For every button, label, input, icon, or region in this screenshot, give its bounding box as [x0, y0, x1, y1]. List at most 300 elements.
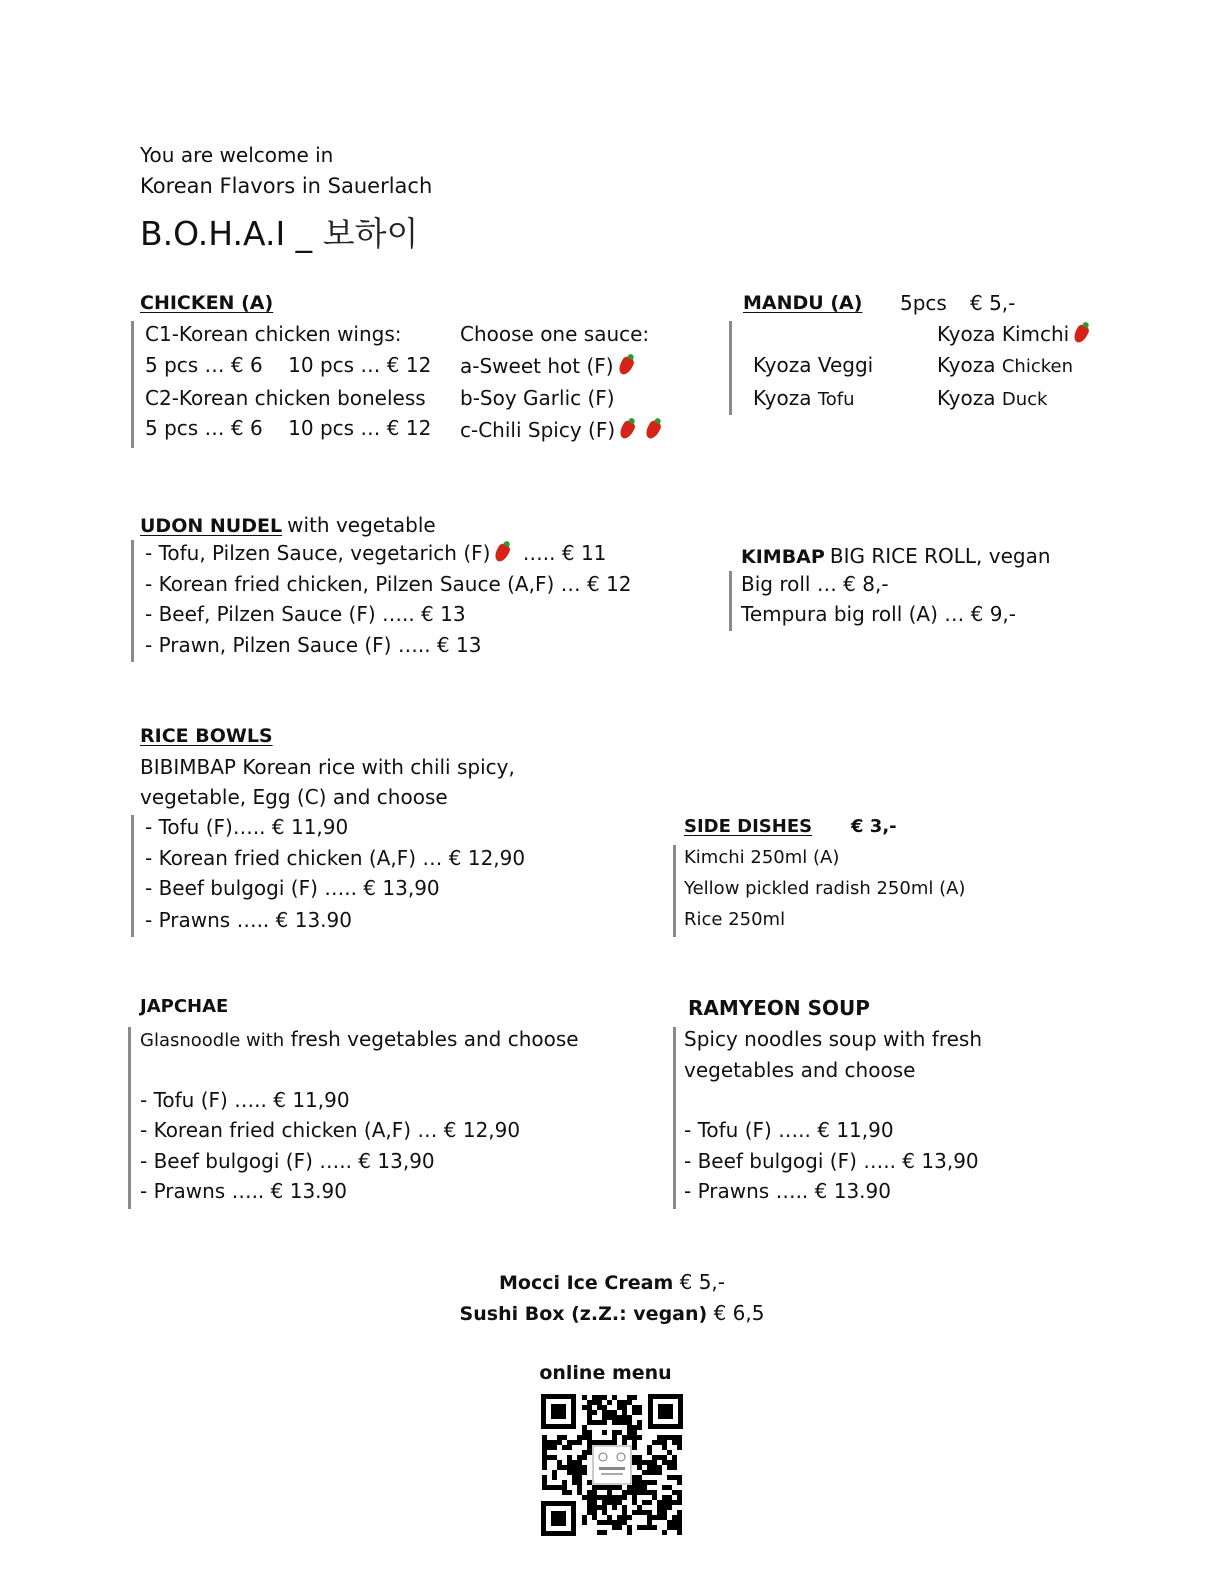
qr-module: [602, 1505, 607, 1510]
qr-module: [632, 1435, 637, 1440]
qr-module: [557, 1435, 562, 1440]
qr-module: [577, 1470, 582, 1475]
qr-module: [587, 1495, 592, 1500]
qr-module: [577, 1475, 582, 1480]
mandu-chicken: [937, 350, 1073, 382]
rice-bowls-item-1: - Tofu (F)….. € 11,90: [145, 815, 349, 839]
online-menu-label: online menu: [539, 1362, 672, 1384]
sauce-c-label: c-Chili Spicy (F): [460, 418, 616, 442]
qr-module: [652, 1465, 657, 1470]
rice-bowls-item-4: - Prawns ….. € 13.90: [145, 908, 352, 932]
rice-bowls-desc-2: vegetable, Egg (C) and choose: [140, 785, 448, 809]
qr-module: [587, 1490, 592, 1495]
mandu-tofu: [753, 383, 855, 415]
udon-item-1: [145, 538, 606, 569]
qr-module: [562, 1485, 567, 1490]
qr-module: [637, 1485, 642, 1490]
qr-module: [662, 1510, 667, 1515]
udon-item-1-price: ….. € 11: [522, 541, 607, 565]
qr-module: [572, 1475, 577, 1480]
sushi-name: Sushi Box (z.Z.: vegan): [459, 1303, 708, 1325]
qr-module: [627, 1430, 632, 1435]
qr-module: [587, 1400, 592, 1405]
qr-module: [677, 1515, 682, 1520]
ramyeon-heading: RAMYEON SOUP: [688, 996, 870, 1020]
qr-module: [592, 1490, 597, 1495]
qr-module: [602, 1405, 607, 1410]
mandu-heading: MANDU (A): [743, 292, 863, 314]
qr-module: [542, 1480, 547, 1485]
qr-module: [552, 1455, 557, 1460]
qr-module: [567, 1465, 572, 1470]
qr-module: [627, 1425, 632, 1430]
qr-module: [567, 1440, 572, 1445]
qr-module: [567, 1455, 572, 1460]
mocci-price: € 5,-: [679, 1270, 725, 1294]
qr-module: [637, 1435, 642, 1440]
qr-module: [567, 1490, 572, 1495]
qr-module: [657, 1440, 662, 1445]
qr-module: [597, 1505, 602, 1510]
qr-module: [627, 1435, 632, 1440]
qr-module: [617, 1520, 622, 1525]
qr-module: [562, 1480, 567, 1485]
qr-module: [612, 1500, 617, 1505]
qr-module: [672, 1500, 677, 1505]
qr-module: [577, 1440, 582, 1445]
qr-module: [602, 1510, 607, 1515]
qr-module: [627, 1530, 632, 1535]
udon-item-1-label: - Tofu, Pilzen Sauce, vegetarich (F): [145, 541, 491, 565]
qr-module: [592, 1440, 597, 1445]
qr-module: [597, 1485, 602, 1490]
qr-module: [627, 1515, 632, 1520]
qr-module: [637, 1475, 642, 1480]
qr-module: [667, 1475, 672, 1480]
qr-finder-top-left: [541, 1394, 576, 1429]
qr-module: [637, 1455, 642, 1460]
qr-module: [672, 1490, 677, 1495]
qr-module: [637, 1425, 642, 1430]
qr-module: [622, 1440, 627, 1445]
chicken-c1: C1-Korean chicken wings:: [145, 322, 402, 346]
qr-module: [632, 1460, 637, 1465]
chili-pepper-icon: [616, 355, 635, 377]
qr-module: [617, 1495, 622, 1500]
mandu-duck: [937, 383, 1047, 415]
qr-module: [632, 1440, 637, 1445]
qr-module: [602, 1420, 607, 1425]
qr-module: [587, 1450, 592, 1455]
qr-module: [557, 1485, 562, 1490]
side-dishes-heading: SIDE DISHES: [684, 816, 813, 837]
qr-module: [677, 1480, 682, 1485]
qr-module: [627, 1400, 632, 1405]
qr-module: [622, 1400, 627, 1405]
qr-module: [627, 1395, 632, 1400]
qr-module: [662, 1515, 667, 1520]
qr-module: [567, 1460, 572, 1465]
qr-module: [662, 1440, 667, 1445]
qr-module: [632, 1430, 637, 1435]
tagline: Korean Flavors in Sauerlach: [140, 174, 433, 198]
qr-module: [547, 1455, 552, 1460]
udon-title: UDON NUDEL: [140, 515, 283, 537]
qr-module: [572, 1480, 577, 1485]
side-dishes-bar: [673, 845, 676, 937]
chili-pepper-icon: [618, 419, 637, 441]
qr-module: [642, 1470, 647, 1475]
qr-module: [662, 1530, 667, 1535]
qr-module: [612, 1525, 617, 1530]
qr-module: [542, 1485, 547, 1490]
brand-korean: 보하이: [322, 214, 419, 253]
qr-module: [637, 1465, 642, 1470]
qr-module: [642, 1525, 647, 1530]
japchae-desc: [140, 1024, 579, 1056]
qr-module: [597, 1520, 602, 1525]
qr-module: [597, 1530, 602, 1535]
qr-module: [632, 1395, 637, 1400]
qr-center-logo: [593, 1446, 631, 1484]
qr-module: [582, 1465, 587, 1470]
qr-module: [607, 1490, 612, 1495]
ramyeon-desc-2: vegetables and choose: [684, 1058, 916, 1082]
ramyeon-item-3: - Prawns ….. € 13.90: [684, 1179, 891, 1203]
qr-module: [642, 1510, 647, 1515]
japchae-desc-b: fresh vegetables and choose: [290, 1027, 579, 1051]
qr-module: [617, 1485, 622, 1490]
qr-module: [582, 1435, 587, 1440]
qr-module: [562, 1435, 567, 1440]
qr-module: [632, 1480, 637, 1485]
qr-module: [617, 1400, 622, 1405]
qr-module: [657, 1515, 662, 1520]
qr-module: [647, 1465, 652, 1470]
qr-module: [597, 1420, 602, 1425]
qr-module: [542, 1445, 547, 1450]
qr-module: [647, 1445, 652, 1450]
qr-module: [647, 1510, 652, 1515]
qr-module: [612, 1505, 617, 1510]
qr-module: [617, 1420, 622, 1425]
qr-module: [567, 1470, 572, 1475]
mandu-duck-word: Duck: [1001, 389, 1048, 410]
ramyeon-bar: [673, 1027, 676, 1209]
chili-pepper-icon: [644, 419, 663, 441]
qr-module: [542, 1475, 547, 1480]
qr-module: [612, 1415, 617, 1420]
qr-module: [572, 1440, 577, 1445]
qr-module: [672, 1460, 677, 1465]
side-dish-3: Rice 250ml: [684, 909, 786, 930]
qr-module: [672, 1515, 677, 1520]
japchae-bar: [128, 1027, 131, 1209]
qr-module: [612, 1410, 617, 1415]
qr-module: [582, 1455, 587, 1460]
kimbap-item-1: Big roll … € 8,-: [741, 572, 889, 596]
brand-title: [140, 208, 418, 255]
ramyeon-item-2: - Beef bulgogi (F) ….. € 13,90: [684, 1149, 979, 1173]
qr-module: [627, 1420, 632, 1425]
qr-module: [592, 1485, 597, 1490]
qr-module: [647, 1460, 652, 1465]
kimbap-item-2: Tempura big roll (A) … € 9,-: [741, 602, 1016, 626]
qr-module: [617, 1500, 622, 1505]
qr-module: [587, 1410, 592, 1415]
qr-module: [557, 1465, 562, 1470]
qr-module: [602, 1430, 607, 1435]
qr-module: [662, 1460, 667, 1465]
qr-module: [652, 1440, 657, 1445]
qr-module: [602, 1395, 607, 1400]
mandu-kimchi-label: Kyoza Kimchi: [937, 322, 1070, 346]
qr-module: [562, 1465, 567, 1470]
qr-module: [677, 1475, 682, 1480]
qr-module: [637, 1480, 642, 1485]
qr-module: [612, 1520, 617, 1525]
qr-module: [592, 1395, 597, 1400]
japchae-item-4: - Prawns ….. € 13.90: [140, 1179, 347, 1203]
qr-module: [562, 1490, 567, 1495]
qr-module: [647, 1480, 652, 1485]
qr-module: [632, 1405, 637, 1410]
qr-module: [542, 1465, 547, 1470]
qr-module: [677, 1500, 682, 1505]
qr-module: [617, 1515, 622, 1520]
qr-module: [587, 1435, 592, 1440]
qr-module: [607, 1410, 612, 1415]
qr-module: [572, 1470, 577, 1475]
qr-module: [622, 1435, 627, 1440]
rice-bowls-bar: [131, 815, 134, 937]
qr-module: [652, 1470, 657, 1475]
qr-module: [542, 1455, 547, 1460]
kimbap-bar: [729, 571, 732, 631]
qr-module: [557, 1440, 562, 1445]
qr-module: [637, 1490, 642, 1495]
qr-module: [632, 1490, 637, 1495]
qr-module: [587, 1430, 592, 1435]
kimbap-title: KIMBAP: [741, 546, 825, 568]
qr-module: [562, 1445, 567, 1450]
sauce-a: [460, 351, 632, 382]
qr-module: [632, 1485, 637, 1490]
qr-module: [632, 1410, 637, 1415]
qr-module: [622, 1490, 627, 1495]
chili-pepper-icon: [493, 542, 512, 564]
qr-module: [652, 1480, 657, 1485]
qr-module: [632, 1495, 637, 1500]
qr-module: [622, 1520, 627, 1525]
qr-module: [617, 1430, 622, 1435]
qr-module: [587, 1420, 592, 1425]
qr-module: [612, 1395, 617, 1400]
qr-module: [542, 1460, 547, 1465]
qr-module: [647, 1525, 652, 1530]
qr-module: [662, 1455, 667, 1460]
qr-module: [642, 1490, 647, 1495]
qr-module: [672, 1475, 677, 1480]
qr-module: [572, 1465, 577, 1470]
rice-bowls-heading: RICE BOWLS: [140, 725, 273, 747]
qr-module: [632, 1510, 637, 1515]
qr-module: [667, 1485, 672, 1490]
side-dishes-price: € 3,-: [851, 816, 897, 837]
qr-module: [582, 1470, 587, 1475]
brand-latin: B.O.H.A.I _: [140, 214, 313, 253]
udon-heading: [140, 510, 436, 541]
chicken-c2-prices: 5 pcs … € 6 10 pcs … € 12: [145, 416, 432, 440]
qr-module: [662, 1505, 667, 1510]
rice-bowls-item-3: - Beef bulgogi (F) ….. € 13,90: [145, 876, 440, 900]
qr-module: [647, 1450, 652, 1455]
qr-module: [657, 1455, 662, 1460]
qr-module: [647, 1490, 652, 1495]
qr-module: [627, 1525, 632, 1530]
qr-module: [637, 1525, 642, 1530]
qr-code-icon[interactable]: [541, 1394, 683, 1536]
qr-module: [637, 1405, 642, 1410]
qr-module: [647, 1470, 652, 1475]
udon-item-2: - Korean fried chicken, Pilzen Sauce (A,F) … € 12: [145, 572, 632, 596]
qr-module: [542, 1450, 547, 1455]
qr-module: [597, 1405, 602, 1410]
qr-module: [622, 1505, 627, 1510]
qr-module: [677, 1510, 682, 1515]
qr-module: [592, 1495, 597, 1500]
qr-module: [657, 1505, 662, 1510]
qr-module: [607, 1415, 612, 1420]
qr-module: [617, 1415, 622, 1420]
qr-module: [572, 1460, 577, 1465]
qr-module: [587, 1500, 592, 1505]
mandu-chicken-word: Chicken: [1001, 356, 1073, 377]
qr-module: [607, 1500, 612, 1505]
qr-module: [622, 1495, 627, 1500]
qr-module: [652, 1460, 657, 1465]
rice-bowls-desc-1: BIBIMBAP Korean rice with chili spicy,: [140, 755, 515, 779]
qr-module: [657, 1435, 662, 1440]
japchae-desc-a: Glasnoodle with: [140, 1030, 285, 1051]
qr-module: [662, 1495, 667, 1500]
chicken-c2: C2-Korean chicken boneless: [145, 386, 426, 410]
qr-module: [542, 1440, 547, 1445]
qr-module: [627, 1490, 632, 1495]
qr-module: [582, 1430, 587, 1435]
qr-module: [547, 1445, 552, 1450]
qr-module: [612, 1485, 617, 1490]
qr-module: [602, 1500, 607, 1505]
qr-module: [597, 1400, 602, 1405]
qr-module: [607, 1400, 612, 1405]
qr-module: [592, 1500, 597, 1505]
qr-module: [667, 1460, 672, 1465]
mandu-pcs: 5pcs: [900, 291, 947, 315]
qr-module: [667, 1500, 672, 1505]
qr-module: [672, 1455, 677, 1460]
udon-bar: [131, 540, 134, 662]
dessert-sushi: [0, 1298, 1224, 1330]
qr-module: [652, 1490, 657, 1495]
qr-module: [662, 1500, 667, 1505]
qr-module: [592, 1400, 597, 1405]
qr-module: [582, 1395, 587, 1400]
qr-module: [577, 1435, 582, 1440]
mandu-veggi: Kyoza Veggi: [753, 353, 874, 377]
qr-module: [567, 1445, 572, 1450]
qr-logo-mark: [601, 1473, 623, 1475]
qr-module: [667, 1525, 672, 1530]
qr-module: [607, 1485, 612, 1490]
qr-module: [677, 1525, 682, 1530]
qr-module: [672, 1435, 677, 1440]
qr-module: [657, 1500, 662, 1505]
qr-module: [617, 1405, 622, 1410]
qr-module: [582, 1450, 587, 1455]
qr-module: [602, 1495, 607, 1500]
ramyeon-desc-1: Spicy noodles soup with fresh: [684, 1027, 983, 1051]
qr-finder-bottom-left: [541, 1501, 576, 1536]
qr-module: [672, 1440, 677, 1445]
mandu-duck-prefix: Kyoza: [937, 386, 996, 410]
qr-module: [632, 1425, 637, 1430]
qr-module: [632, 1445, 637, 1450]
qr-module: [602, 1415, 607, 1420]
mandu-chicken-prefix: Kyoza: [937, 353, 996, 377]
qr-module: [587, 1510, 592, 1515]
ramyeon-item-1: - Tofu (F) ….. € 11,90: [684, 1118, 894, 1142]
qr-module: [617, 1525, 622, 1530]
qr-module: [612, 1495, 617, 1500]
qr-finder-top-right: [648, 1394, 683, 1429]
qr-module: [652, 1525, 657, 1530]
qr-module: [552, 1485, 557, 1490]
qr-module: [597, 1495, 602, 1500]
side-dish-2: Yellow pickled radish 250ml (A): [684, 878, 966, 899]
qr-module: [657, 1465, 662, 1470]
qr-module: [607, 1495, 612, 1500]
qr-module: [677, 1495, 682, 1500]
mocci-name: Mocci Ice Cream: [498, 1272, 674, 1294]
qr-module: [667, 1465, 672, 1470]
qr-module: [582, 1495, 587, 1500]
qr-module: [647, 1500, 652, 1505]
qr-module: [622, 1405, 627, 1410]
qr-module: [602, 1485, 607, 1490]
qr-module: [657, 1510, 662, 1515]
chicken-heading: CHICKEN (A): [140, 292, 274, 314]
qr-module: [587, 1445, 592, 1450]
qr-module: [582, 1425, 587, 1430]
qr-module: [592, 1420, 597, 1425]
qr-module: [592, 1515, 597, 1520]
qr-module: [642, 1485, 647, 1490]
qr-module: [647, 1515, 652, 1520]
qr-module: [652, 1455, 657, 1460]
udon-item-4: - Prawn, Pilzen Sauce (F) ….. € 13: [145, 633, 482, 657]
qr-module: [547, 1440, 552, 1445]
japchae-item-2: - Korean fried chicken (A,F) … € 12,90: [140, 1118, 521, 1142]
mandu-price: € 5,-: [970, 291, 1016, 315]
qr-module: [582, 1515, 587, 1520]
qr-module: [577, 1465, 582, 1470]
qr-module: [612, 1430, 617, 1435]
qr-module: [627, 1415, 632, 1420]
qr-module: [577, 1490, 582, 1495]
qr-module: [662, 1435, 667, 1440]
qr-module: [662, 1445, 667, 1450]
